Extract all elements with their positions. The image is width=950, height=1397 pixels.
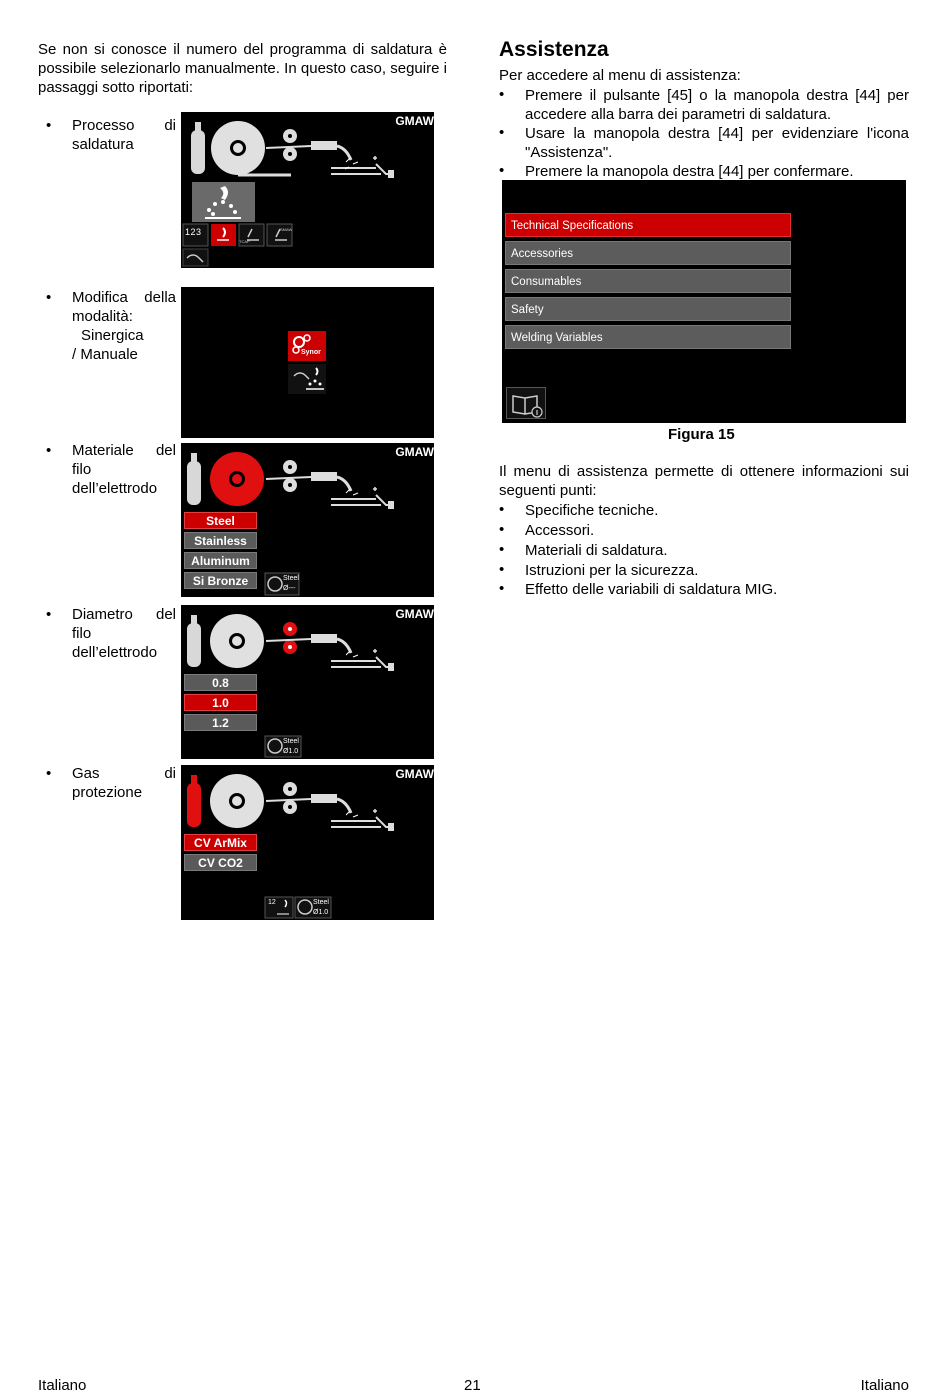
synergic-mode-button[interactable]	[288, 331, 326, 361]
screen-mode	[181, 287, 434, 438]
bullet: •	[499, 580, 505, 597]
process-tag: GMAW	[395, 114, 434, 128]
menu-item-consumables[interactable]: Consumables	[505, 269, 791, 293]
step-gas-label: Gas di protezione	[72, 765, 176, 801]
screen-process	[181, 112, 434, 268]
figure-caption: Figura 15	[668, 426, 735, 443]
section-title: Assistenza	[499, 38, 609, 61]
page-number: 21	[464, 1377, 481, 1394]
bullet: •	[499, 162, 505, 179]
assistance-intro: Per accedere al menu di assistenza:	[499, 67, 741, 84]
manual-torch-icon	[288, 364, 326, 394]
step-material-label: Materiale del filo dell’elettrodo	[72, 442, 176, 497]
gas-option-cv-armix[interactable]: CV ArMix	[184, 834, 257, 851]
bullet: •	[46, 606, 52, 623]
step-process-label: Processo di saldatura	[72, 117, 176, 153]
step-mode-line3: / Manuale	[72, 346, 138, 363]
gears-icon	[288, 331, 326, 361]
material-option-si-bronze[interactable]: Si Bronze	[184, 572, 257, 589]
bullet: •	[46, 442, 52, 459]
info-intro: Il menu di assistenza permette di ottenere informazioni sui seguenti punti:	[499, 463, 909, 499]
tcap-label: TCAP	[239, 239, 250, 244]
menu-item-accessories[interactable]: Accessories	[505, 241, 791, 265]
step-diameter-label: Diametro del filo dell’elettrodo	[72, 606, 176, 661]
status-diameter: Ø1.0	[313, 909, 329, 916]
bullet: •	[499, 86, 505, 103]
menu-item-safety[interactable]: Safety	[505, 297, 791, 321]
bullet: •	[499, 541, 505, 558]
assistance-book-button[interactable]	[506, 387, 546, 419]
menu-item-technical-specifications[interactable]: Technical Specifications	[505, 213, 791, 237]
footer-language-right: Italiano	[860, 1377, 909, 1394]
process-tag: GMAW	[395, 445, 434, 459]
left-intro: Se non si conosce il numero del programma di saldatura è possibile selezionarlo manualmente. In questo caso, seguire i passaggi sotto riportati:	[38, 41, 447, 96]
screen-assistance	[502, 180, 906, 423]
screen-diameter	[181, 605, 434, 759]
material-option-stainless[interactable]: Stainless	[184, 532, 257, 549]
status-material: Steel	[283, 575, 299, 582]
status-diameter: Ø---	[283, 585, 296, 592]
status-program-number: 12	[268, 899, 276, 906]
bullet: •	[499, 521, 505, 538]
gas-option-cv-co2[interactable]: CV CO2	[184, 854, 257, 871]
bullet: •	[499, 501, 505, 518]
synergic-label: Synor	[301, 349, 321, 356]
diameter-option-1-2[interactable]: 1.2	[184, 714, 257, 731]
step-mode-line1: Modifica della modalità:	[72, 289, 176, 325]
welding-diagram-icon	[181, 112, 434, 268]
footer-language-left: Italiano	[38, 1377, 87, 1394]
step-mode-label	[72, 288, 176, 364]
bullet: •	[46, 117, 52, 134]
process-tag: GMAW	[395, 767, 434, 781]
status-diameter: Ø1.0	[283, 748, 299, 755]
menu-item-welding-variables[interactable]: Welding Variables	[505, 325, 791, 349]
bullet: •	[499, 561, 505, 578]
diameter-option-0-8[interactable]: 0.8	[184, 674, 257, 691]
process-tag: GMAW	[395, 607, 434, 621]
step-mode-line2: Sinergica	[81, 327, 144, 344]
bullet: •	[499, 124, 505, 141]
diameter-option-1-0[interactable]: 1.0	[184, 694, 257, 711]
status-material: Steel	[313, 899, 329, 906]
bullet: •	[46, 289, 52, 306]
material-option-aluminum[interactable]: Aluminum	[184, 552, 257, 569]
manual-mode-button[interactable]	[288, 364, 326, 394]
screen-gas	[181, 765, 434, 920]
material-option-steel[interactable]: Steel	[184, 512, 257, 529]
program-numbers-icon: 1 2 3	[185, 227, 201, 237]
book-info-icon	[507, 388, 547, 420]
smaw-label: SMAW	[280, 227, 293, 232]
status-material: Steel	[283, 738, 299, 745]
screen-material	[181, 443, 434, 597]
bullet: •	[46, 765, 52, 782]
